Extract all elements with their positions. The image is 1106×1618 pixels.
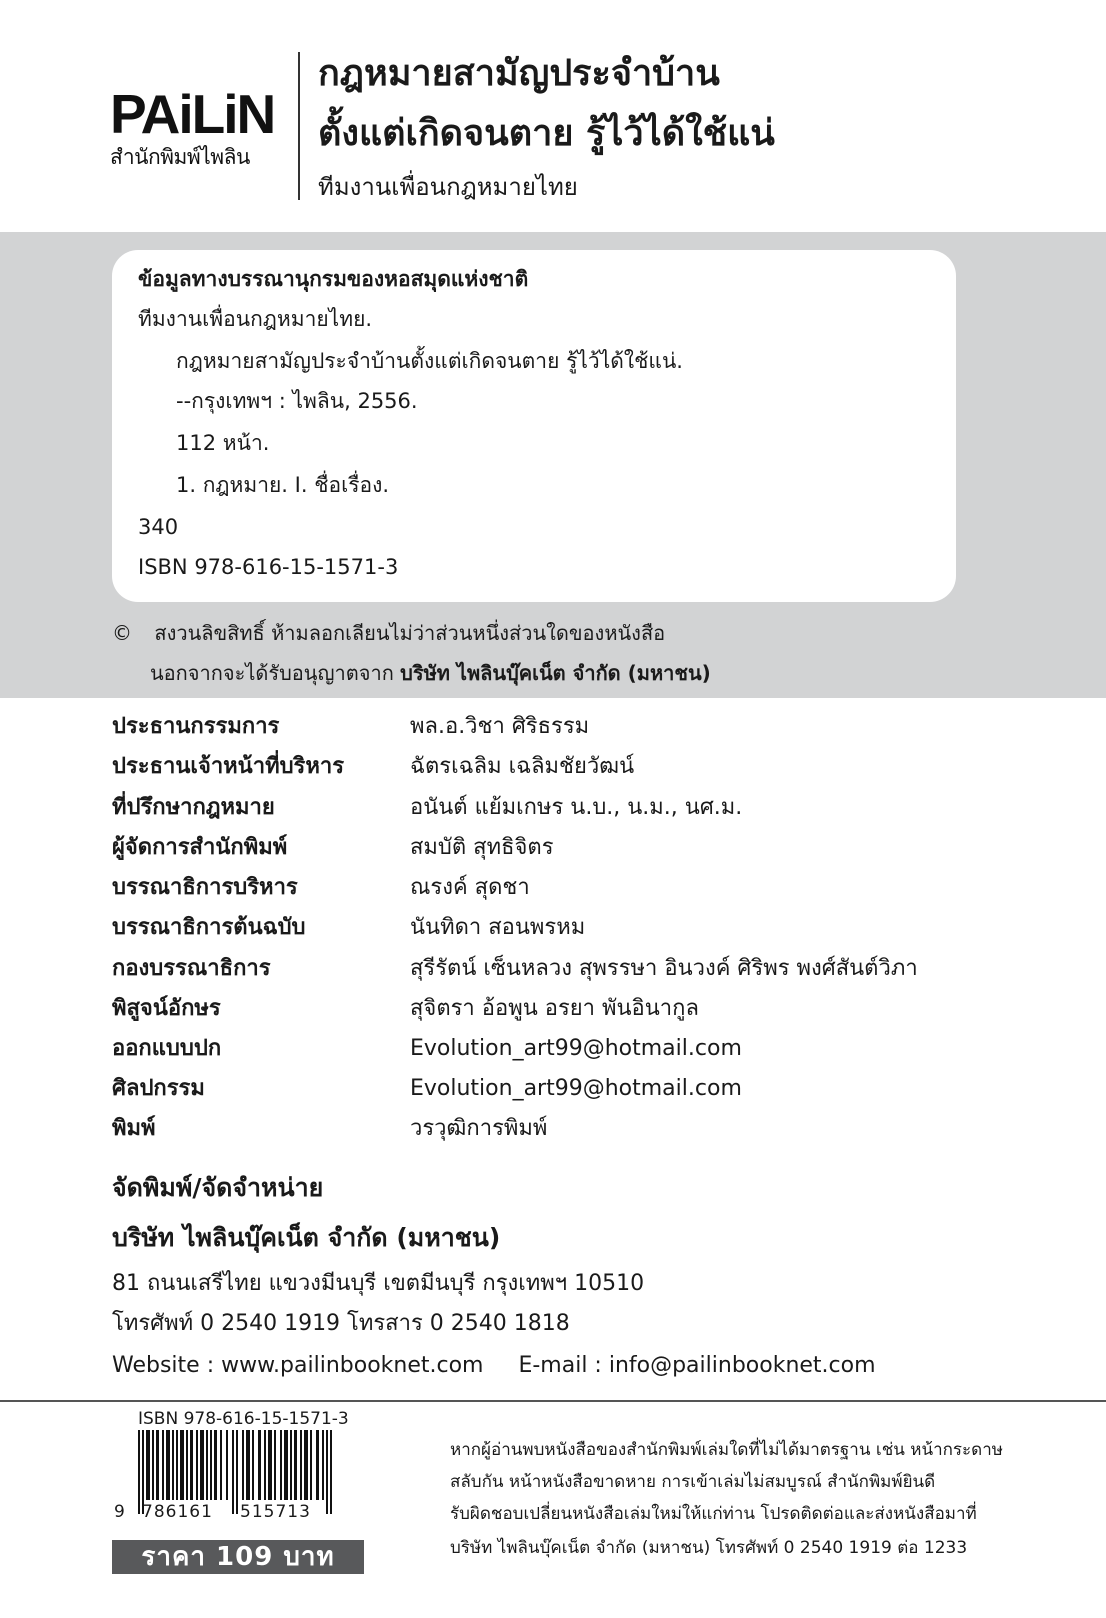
credit-label: พิมพ์ (112, 1116, 156, 1141)
credit-value: สมบัติ สุทธิจิตร (410, 835, 554, 860)
credit-label: ประธานเจ้าหน้าที่บริหาร (112, 754, 345, 779)
copyright-permission: นอกจากจะได้รับอนุญาตจาก (150, 661, 401, 685)
credit-value: อนันต์ แย้มเกษร น.บ., น.ม., นศ.ม. (410, 795, 743, 820)
copyright-icon: © (112, 621, 132, 645)
price-label: ราคา 109 บาท (112, 1540, 364, 1574)
barcode-digits-left: 786161 (142, 1502, 213, 1522)
logo-subtitle: สำนักพิมพ์ไพลิน (110, 145, 250, 169)
logo-wordmark: PAiLiN (110, 83, 275, 145)
header-divider (298, 52, 300, 200)
credit-value: วรวุฒิการพิมพ์ (410, 1116, 548, 1141)
credit-value: นันทิดา สอนพรหม (410, 915, 586, 940)
book-title-line1: กฎหมายสามัญประจำบ้าน (318, 53, 720, 94)
copyright-company: บริษัท ไพลินบุ๊คเน็ต จำกัด (มหาชน) (400, 661, 711, 685)
catalog-line: 1. กฎหมาย. I. ชื่อเรื่อง. (176, 473, 390, 497)
credit-label: พิสูจน์อักษร (112, 996, 221, 1021)
distributor-company: บริษัท ไพลินบุ๊คเน็ต จำกัด (มหาชน) (112, 1223, 501, 1252)
catalog-isbn: ISBN 978-616-15-1571-3 (138, 555, 399, 579)
distributor-address: 81 ถนนเสรีไทย แขวงมีนบุรี เขตมีนบุรี กรุงเทพฯ 10510 (112, 1271, 645, 1296)
credit-value: Evolution_art99@hotmail.com (410, 1076, 742, 1101)
credit-value: Evolution_art99@hotmail.com (410, 1036, 742, 1061)
credit-label: ศิลปกรรม (112, 1076, 205, 1101)
barcode-isbn: ISBN 978-616-15-1571-3 (138, 1409, 349, 1429)
book-title-line2: ตั้งแต่เกิดจนตาย รู้ไว้ได้ใช้แน่ (318, 113, 775, 154)
credit-label: ผู้จัดการสำนักพิมพ์ (112, 835, 288, 860)
book-author: ทีมงานเพื่อนกฎหมายไทย (318, 173, 578, 201)
credit-label: กองบรรณาธิการ (112, 956, 271, 981)
cataloging-box (112, 250, 956, 602)
credit-label: บรรณาธิการบริหาร (112, 875, 298, 900)
notice-line: สลับกัน หน้าหนังสือขาดหาย การเข้าเล่มไม่สมบูรณ์ สำนักพิมพ์ยินดี (450, 1472, 936, 1492)
credit-label: ออกแบบปก (112, 1036, 222, 1061)
barcode-digits-right: 515713 (240, 1502, 311, 1522)
catalog-line: --กรุงเทพฯ : ไพลิน, 2556. (176, 389, 418, 413)
credit-value: พล.อ.วิชา ศิริธรรม (410, 714, 590, 739)
bottom-divider (0, 1400, 1106, 1402)
copyright-line2 (150, 658, 711, 688)
catalog-heading: ข้อมูลทางบรรณานุกรมของหอสมุดแห่งชาติ (138, 267, 529, 291)
copyright-line1 (112, 618, 665, 648)
page-header (0, 0, 1106, 232)
credit-value: ณรงค์ สุดชา (410, 875, 530, 900)
distributor-heading: จัดพิมพ์/จัดจำหน่าย (112, 1173, 324, 1202)
notice-line: บริษัท ไพลินบุ๊คเน็ต จำกัด (มหาชน) โทรศัพท์ 0 2540 1919 ต่อ 1233 (450, 1538, 968, 1558)
catalog-line: 112 หน้า. (176, 431, 270, 455)
credit-label: ที่ปรึกษากฎหมาย (112, 795, 275, 820)
credit-label: บรรณาธิการต้นฉบับ (112, 915, 306, 940)
credit-value: สุจิตรา อ้อพูน อรยา พันอินากูล (410, 996, 699, 1021)
catalog-line: ทีมงานเพื่อนกฎหมายไทย. (138, 307, 373, 331)
catalog-line: 340 (138, 515, 179, 539)
credit-value: สุรีรัตน์ เซ็นหลวง สุพรรษา อินวงค์ ศิริพร พงศ์สันต์วิภา (410, 956, 918, 981)
credit-value: ฉัตรเฉลิม เฉลิมชัยวัฒน์ (410, 754, 635, 779)
credit-label: ประธานกรรมการ (112, 714, 280, 739)
copyright-text: สงวนลิขสิทธิ์ ห้ามลอกเลียนไม่ว่าส่วนหนึ่งส่วนใดของหนังสือ (154, 621, 666, 645)
distributor-phone: โทรศัพท์ 0 2540 1919 โทรสาร 0 2540 1818 (112, 1311, 570, 1336)
catalog-line: กฎหมายสามัญประจำบ้านตั้งแต่เกิดจนตาย รู้ไว้ได้ใช้แน่. (176, 349, 683, 373)
barcode-digit-first: 9 (114, 1502, 125, 1522)
notice-line: รับผิดชอบเปลี่ยนหนังสือเล่มใหม่ให้แก่ท่าน โปรดติดต่อและส่งหนังสือมาที่ (450, 1504, 977, 1524)
distributor-web: Website : www.pailinbooknet.com E-mail : info@pailinbooknet.com (112, 1353, 876, 1378)
notice-line: หากผู้อ่านพบหนังสือของสำนักพิมพ์เล่มใดที่ไม่ได้มาตรฐาน เช่น หน้ากระดาษ (450, 1440, 1003, 1460)
publisher-logo (110, 84, 280, 170)
